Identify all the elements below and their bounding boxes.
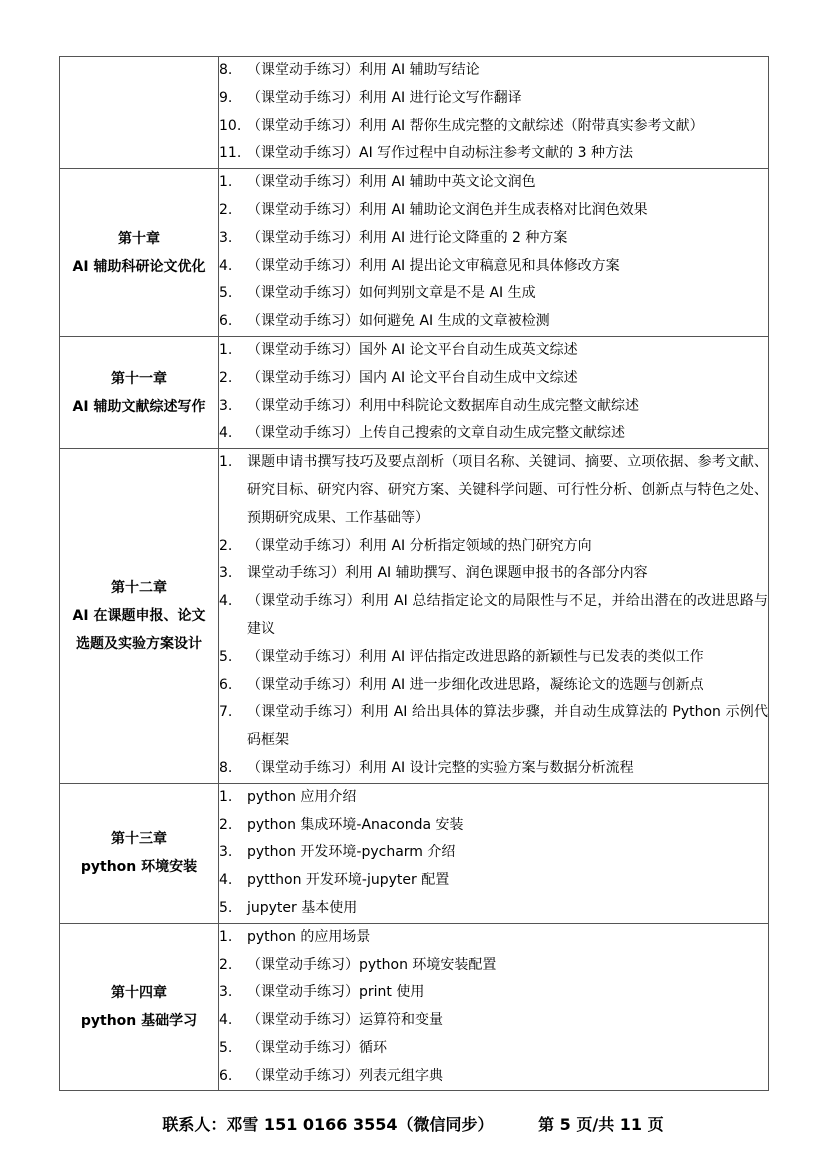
- list-item-text: （课堂动手练习）利用 AI 帮你生成完整的文献综述（附带真实参考文献）: [247, 117, 704, 134]
- list-item-number: 3.: [219, 984, 233, 1001]
- chapter-title: python 环境安装: [80, 859, 198, 876]
- chapter-row: [60, 169, 769, 337]
- list-item-text: 课题申请书撰写技巧及要点剖析（项目名称、关键词、摘要、立项依据、参考文献、研究目标、研究内容、研究方案、关键科学问题、可行性分析、创新点与特色之处、预期研究成果、工作基础等）: [247, 454, 768, 526]
- list-item-number: 3.: [219, 397, 233, 414]
- list-item-text: （课堂动手练习）利用 AI 进一步细化改进思路，凝练论文的选题与创新点: [247, 676, 704, 693]
- list-item-text: （课堂动手练习）国内 AI 论文平台自动生成中文综述: [247, 369, 578, 386]
- list-item-number: 1.: [219, 454, 233, 471]
- list-item-text: （课堂动手练习）利用 AI 辅助写结论: [247, 62, 480, 78]
- chapter-number: 第十章: [118, 230, 160, 247]
- list-item-text: （课堂动手练习）python 环境安装配置: [247, 956, 497, 973]
- list-item-text: （课堂动手练习）利用 AI 给出具体的算法步骤，并自动生成算法的 Python 示例代码框架: [247, 704, 768, 749]
- list-item-text: （课堂动手练习）利用 AI 辅助论文润色并生成表格对比润色效果: [247, 201, 648, 218]
- chapter-number: 第十二章: [111, 579, 167, 596]
- list-item-text: （课堂动手练习）列表元组字典: [247, 1067, 443, 1084]
- chapter-title-cell: [60, 336, 219, 448]
- chapter-title: AI 在课题申报、论文: [72, 607, 206, 624]
- list-item: [219, 280, 768, 308]
- list-item: [219, 420, 768, 448]
- list-item-number: 1.: [219, 174, 233, 191]
- list-item: [219, 867, 768, 895]
- list-item-number: 5.: [219, 648, 233, 665]
- list-item: [219, 337, 768, 365]
- list-item-number: 6.: [219, 676, 233, 693]
- list-item-number: 6.: [219, 1067, 233, 1084]
- list-item: [219, 393, 768, 421]
- list-item: [219, 895, 768, 923]
- list-item: [219, 784, 768, 812]
- list-item-number: 3.: [219, 229, 233, 246]
- list-item-number: 10.: [219, 117, 242, 134]
- list-item: [219, 1007, 768, 1035]
- list-item-text: （课堂动手练习）AI 写作过程中自动标注参考文献的 3 种方法: [247, 145, 633, 162]
- chapter-title-cell: [60, 923, 219, 1091]
- list-item: [219, 979, 768, 1007]
- list-item-number: 3.: [219, 844, 233, 861]
- list-item-number: 4.: [219, 425, 233, 442]
- list-item-number: 2.: [219, 816, 233, 833]
- list-item-number: 8.: [219, 759, 233, 776]
- list-item-number: 2.: [219, 537, 233, 554]
- list-item: [219, 672, 768, 700]
- course-outline-table: [59, 56, 769, 1091]
- list-item-number: 1.: [219, 788, 233, 805]
- list-item-number: 1.: [219, 928, 233, 945]
- list-item: [219, 113, 768, 141]
- chapter-title-cell: [60, 57, 219, 169]
- list-item-number: 4.: [219, 593, 233, 610]
- list-item-text: （课堂动手练习）如何判别文章是不是 AI 生成: [247, 285, 536, 302]
- list-item: [219, 365, 768, 393]
- list-item-text: python 的应用场景: [247, 928, 371, 945]
- list-item-number: 8.: [219, 62, 233, 78]
- chapter-items-cell: [219, 783, 769, 923]
- page-footer: [0, 1112, 826, 1135]
- footer-page-number: 第 5 页/共 11 页: [538, 1115, 664, 1134]
- footer-contact: 联系人：邓雪 151 0166 3554（微信同步）: [162, 1115, 494, 1134]
- list-item-text: （课堂动手练习）利用 AI 设计完整的实验方案与数据分析流程: [247, 759, 634, 776]
- list-item-number: 4.: [219, 872, 233, 889]
- list-item-text: （课堂动手练习）如何避免 AI 生成的文章被检测: [247, 313, 550, 330]
- list-item-text: （课堂动手练习）利用 AI 评估指定改进思路的新颖性与已发表的类似工作: [247, 648, 704, 665]
- list-item-text: （课堂动手练习）利用 AI 分析指定领域的热门研究方向: [247, 537, 592, 554]
- chapter-row: [60, 449, 769, 784]
- chapter-title: AI 辅助文献综述写作: [72, 398, 206, 415]
- list-item-text: （课堂动手练习）利用中科院论文数据库自动生成完整文献综述: [247, 397, 639, 414]
- list-item-text: python 集成环境-Anaconda 安装: [247, 816, 464, 833]
- list-item: [219, 1035, 768, 1063]
- list-item-number: 3.: [219, 565, 233, 582]
- chapter-title-cell: [60, 449, 219, 784]
- list-item-number: 1.: [219, 341, 233, 358]
- list-item: [219, 533, 768, 561]
- chapter-items-cell: [219, 923, 769, 1091]
- list-item-text: （课堂动手练习）利用 AI 进行论文写作翻译: [247, 89, 522, 106]
- chapter-title: 选题及实验方案设计: [76, 635, 202, 652]
- list-item-text: （课堂动手练习）运算符和变量: [247, 1012, 443, 1029]
- list-item: [219, 225, 768, 253]
- list-item: [219, 560, 768, 588]
- list-item-text: （课堂动手练习）利用 AI 进行论文降重的 2 种方案: [247, 229, 568, 246]
- list-item-number: 5.: [219, 1039, 233, 1056]
- list-item-number: 7.: [219, 704, 233, 721]
- list-item-number: 2.: [219, 369, 233, 386]
- list-item: [219, 253, 768, 281]
- chapter-row: [60, 783, 769, 923]
- list-item: [219, 140, 768, 168]
- list-item-text: （课堂动手练习）利用 AI 总结指定论文的局限性与不足，并给出潜在的改进思路与建议: [247, 593, 768, 637]
- chapter-title: python 基础学习: [80, 1013, 198, 1030]
- list-item-number: 2.: [219, 201, 233, 218]
- list-item: [219, 169, 768, 197]
- chapter-title-cell: [60, 783, 219, 923]
- chapter-row: [60, 336, 769, 448]
- list-item-text: （课堂动手练习）循环: [247, 1039, 387, 1056]
- chapter-title: AI 辅助科研论文优化: [72, 258, 206, 275]
- list-item: [219, 644, 768, 672]
- list-item: [219, 755, 768, 783]
- course-outline-body: [60, 57, 769, 1091]
- list-item-text: jupyter 基本使用: [247, 899, 358, 916]
- list-item-text: pytthon 开发环境-jupyter 配置: [247, 872, 450, 889]
- list-item-number: 4.: [219, 1012, 233, 1029]
- list-item-text: python 开发环境-pycharm 介绍: [247, 844, 456, 861]
- chapter-row: [60, 923, 769, 1091]
- list-item-text: （课堂动手练习）国外 AI 论文平台自动生成英文综述: [247, 341, 578, 358]
- list-item-text: （课堂动手练习）print 使用: [247, 984, 425, 1001]
- list-item: [219, 57, 768, 85]
- list-item: [219, 952, 768, 980]
- list-item: [219, 839, 768, 867]
- chapter-items-cell: [219, 57, 769, 169]
- chapter-items-cell: [219, 336, 769, 448]
- chapter-items-cell: [219, 449, 769, 784]
- list-item-number: 5.: [219, 285, 233, 302]
- chapter-number: 第十三章: [111, 831, 167, 848]
- chapter-number: 第十四章: [111, 985, 167, 1002]
- list-item: [219, 197, 768, 225]
- list-item-text: （课堂动手练习）利用 AI 辅助中英文论文润色: [247, 174, 536, 191]
- list-item: [219, 85, 768, 113]
- chapter-number: 第十一章: [111, 370, 167, 387]
- list-item-number: 5.: [219, 899, 233, 916]
- list-item-text: （课堂动手练习）上传自己搜索的文章自动生成完整文献综述: [247, 425, 625, 442]
- list-item: [219, 699, 768, 755]
- list-item-text: python 应用介绍: [247, 788, 357, 805]
- list-item: [219, 308, 768, 336]
- chapter-title-cell: [60, 169, 219, 337]
- list-item: [219, 924, 768, 952]
- list-item: [219, 588, 768, 644]
- list-item-text: （课堂动手练习）利用 AI 提出论文审稿意见和具体修改方案: [247, 257, 620, 274]
- list-item-number: 2.: [219, 956, 233, 973]
- list-item: [219, 812, 768, 840]
- list-item-number: 6.: [219, 313, 233, 330]
- list-item: [219, 449, 768, 532]
- list-item-text: 课堂动手练习）利用 AI 辅助撰写、润色课题申报书的各部分内容: [247, 565, 648, 582]
- chapter-row: [60, 57, 769, 169]
- list-item: [219, 1063, 768, 1091]
- chapter-items-cell: [219, 169, 769, 337]
- list-item-number: 4.: [219, 257, 233, 274]
- list-item-number: 11.: [219, 145, 242, 162]
- list-item-number: 9.: [219, 89, 233, 106]
